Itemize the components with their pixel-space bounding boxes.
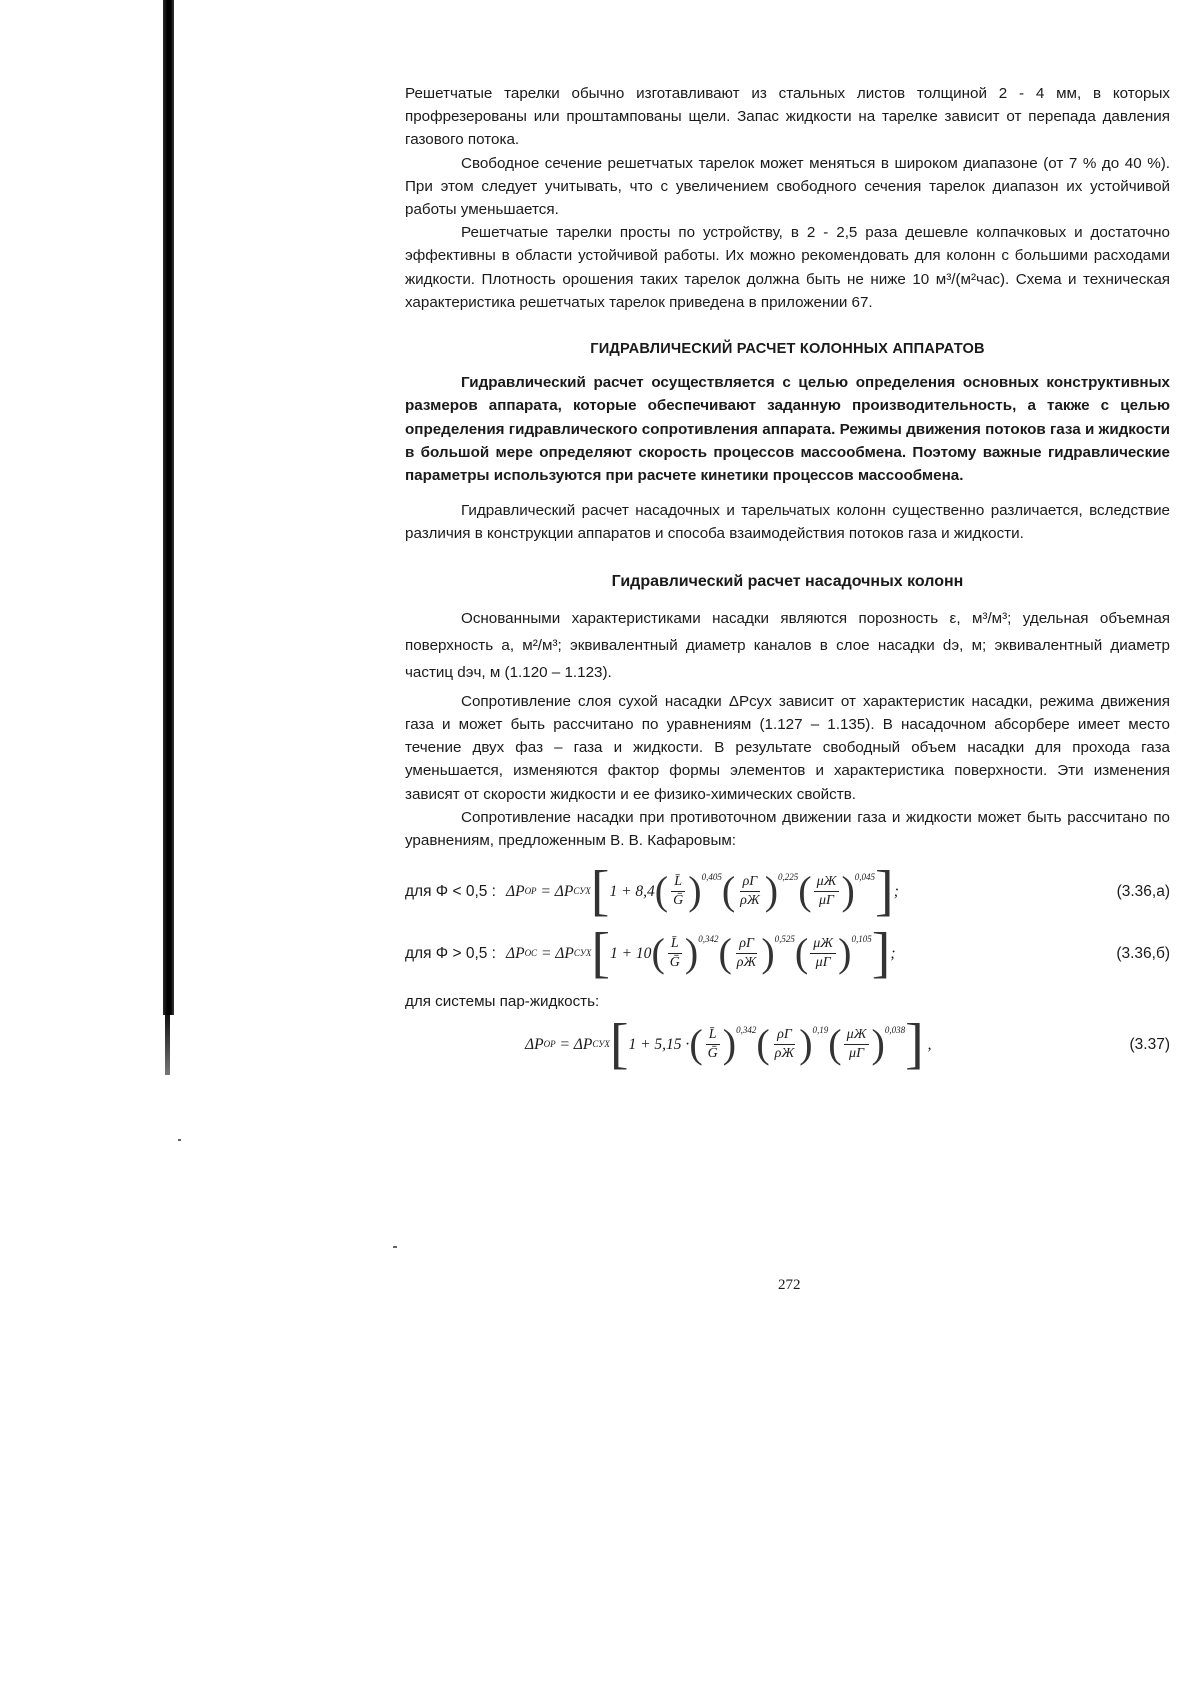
binding-shadow-tail	[165, 1015, 170, 1075]
scan-speck	[393, 1246, 397, 1248]
page-number: 272	[778, 1277, 801, 1293]
paragraph-packed-vs-tray: Гидравлический расчет насадочных и тарельчатых колонн существенно различается, вследствие различия в конструкции аппаратов и способа взаимодействия потоков газа и жидкости.	[405, 502, 1170, 543]
section-heading-hydraulic: ГИДРАВЛИЧЕСКИЙ РАСЧЕТ КОЛОННЫХ АППАРАТОВ	[590, 341, 985, 358]
formula-lhs: ΔP	[525, 1035, 544, 1053]
equation-number: (3.36,а)	[1116, 882, 1170, 900]
equation-number: (3.37)	[1129, 1035, 1170, 1053]
binding-shadow	[163, 0, 174, 1015]
paragraph-grate-trays-material: Решетчатые тарелки обычно изготавливают из стальных листов толщиной 2 - 4 мм, в которых профрезерованы или проштампованы щели. Запас жидкости на тарелке зависит от перепада давления газового потока.	[405, 85, 1170, 149]
paragraph-kafarov: Сопротивление насадки при противоточном движении газа и жидкости может быть рассчитано по уравнениям, предложенным В. В. Кафаровым:	[405, 808, 1170, 850]
document-page	[405, 82, 1170, 1075]
paragraph-packing-characteristics: Основанными характеристиками насадки являются порозность ε, м³/м³; удельная объемная поверхность a, м²/м³; эквивалентный диаметр каналов в слое насадки dэ, м; эквивалентный диаметр частиц dэч, м (1.120 – 1.123).	[405, 609, 1170, 681]
formula-3-37: ΔP ОР = ΔP СУХ [ 1 + 5,15 · ( $\frac{L̄}{\text{Ḡ}}$ ) $^{0,342}$ ( $\frac{\rho Г}{\rho Ж}$ ) $^{0,19}$ ( $\frac{\mu Ж}{\mu Г}$ ) $^{0,038}$ ] , (3.37)	[525, 1013, 1170, 1076]
formula-lhs: ΔP	[505, 944, 525, 962]
formula-3-36a: для Φ < 0,5 : ΔP ОР = ΔP СУХ [ 1 + 8,4 ( $\frac{L̄}{\text{Ḡ}}$ ) $^{0,405}$ ( $\frac{\rho Г}{\rho Ж}$ ) $^{0,225}$ ( $\frac{\mu Ж}{\mu Г}$ ) $^{0,045}$ ] ; (3.36,а)	[405, 860, 1170, 923]
lead-paragraph: Гидравлический расчет осуществляется с целью определения основных конструктивных размеров аппарата, которые обеспечивают заданную производительность, а также с целью определения гидравлического сопротивления аппарата. Режимы движения потоков газа и жидкости в большой мере определяют скорость процессов массообмена. Поэтому важные гидравлические параметры используются при расчете кинетики процессов массообмена.	[405, 374, 1170, 485]
paragraph-grate-trays-cost: Решетчатые тарелки просты по устройству, в 2 - 2,5 раза дешевле колпачковых и достаточно эффективны в области устойчивой работы. Их можно рекомендовать для колонн с большими расходами жидкости. Плотность орошения таких тарелок должна быть не ниже 10 м³/(м²час). Схема и техническая характеристика решетчатых тарелок приведена в приложении 67.	[405, 224, 1170, 311]
formula-condition: для Φ > 0,5 :	[405, 944, 496, 962]
paragraph-dry-resistance: Сопротивление слоя сухой насадки ΔPсух зависит от характеристик насадки, режима движения газа и может быть рассчитано по уравнениям (1.127 – 1.135). В насадочном абсорбере имеет место течение двух фаз – газа и жидкости. В результате свободный объем насадки для прохода газа уменьшается, изменяются фактор формы элементов и характеристика поверхности. Эти изменения зависят от скорости жидкости и ее физико-химических свойств.	[405, 692, 1170, 803]
paragraph-free-section: Свободное сечение решетчатых тарелок может меняться в широком диапазоне (от 7 % до 40 %). При этом следует учитывать, что с увеличением свободного сечения тарелок диапазон их устойчивой работы уменьшается.	[405, 154, 1170, 219]
scan-speck	[178, 1139, 181, 1141]
vapor-liquid-label: для системы пар-жидкость:	[405, 993, 600, 1011]
formula-condition: для Φ < 0,5 :	[405, 882, 496, 900]
subsection-heading-packed: Гидравлический расчет насадочных колонн	[611, 572, 964, 590]
equation-number: (3.36,б)	[1116, 944, 1170, 962]
formula-3-36b: для Φ > 0,5 : ΔP ОС = ΔP СУХ [ 1 + 10 ( $\frac{L̄}{\text{Ḡ}}$ ) $^{0,342}$ ( $\frac{\rho Г}{\rho Ж}$ ) $^{0,525}$ ( $\frac{\mu Ж}{\mu Г}$ ) $^{0,105}$ ] ; (3.36,б)	[405, 922, 1170, 985]
formula-lhs: ΔP	[505, 882, 525, 900]
